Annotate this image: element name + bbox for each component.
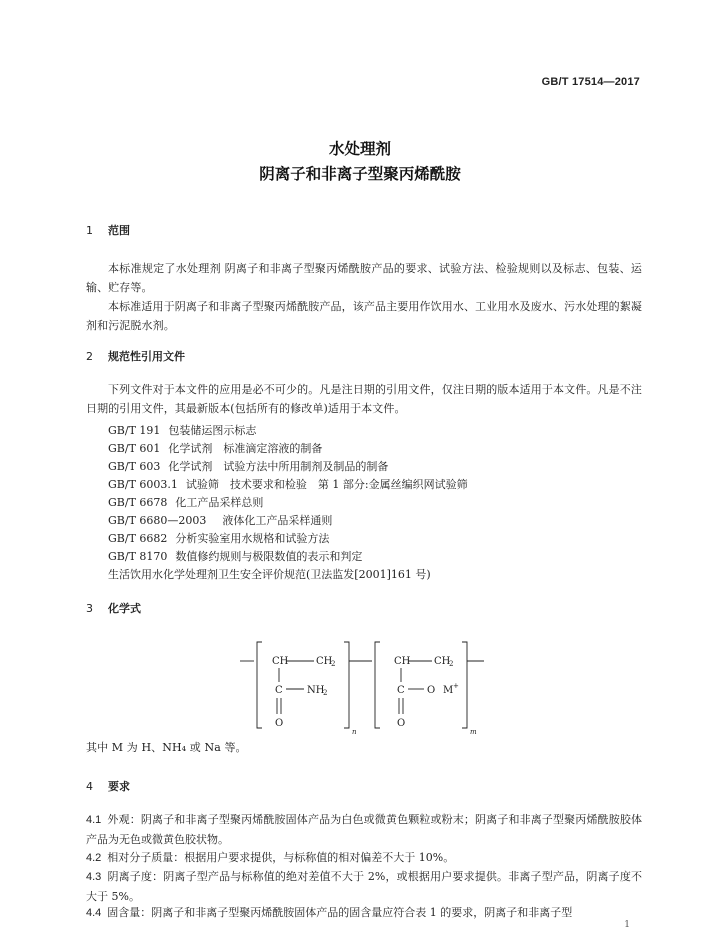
formula-atom: M	[443, 685, 454, 696]
requirement-item	[86, 903, 642, 922]
reference-code: GB/T 6003.1	[108, 478, 178, 491]
bracket-left-close	[344, 642, 349, 728]
section-number: 1	[86, 224, 93, 237]
scope-paragraph-2: 本标准适用于阴离子和非离子型聚丙烯酰胺产品，该产品主要用作饮用水、工业用水及废水、污水处理的絮凝剂和污泥脱水剂。	[86, 300, 642, 332]
requirement-number: 4.2	[86, 852, 102, 864]
formula-atom: NH	[307, 685, 325, 696]
standard-code: GB/T 17514—2017	[541, 76, 640, 88]
formula-subscript: 2	[331, 660, 336, 668]
formula-superscript: +	[453, 682, 459, 690]
requirement-text: 固含量：阴离子和非离子型聚丙烯酰胺固体产品的固含量应符合表 1 的要求，阴离子和非离子型	[107, 906, 573, 919]
reference-title: 分析实验室用水规格和试验方法	[175, 532, 330, 545]
formula-subscript-n: n	[352, 728, 357, 736]
formula-atom: CH	[272, 656, 289, 667]
reference-code: GB/T 191	[108, 424, 161, 437]
section-title: 化学式	[108, 602, 141, 615]
requirement-item	[86, 867, 642, 906]
section-title: 范围	[108, 224, 130, 237]
reference-title: 化学试剂 试验方法中所用制剂及制品的制备	[168, 460, 389, 473]
formula-atom: O	[275, 718, 284, 729]
title-line-2: 阴离子和非离子型聚丙烯酰胺	[259, 165, 461, 183]
requirement-number: 4.4	[86, 907, 102, 919]
requirement-text: 阴离子度：阴离子型产品与标称值的绝对差值不大于 2%，或根据用户要求提供。非离子型产品，阴离子度不大于 5%。	[86, 870, 642, 903]
reference-title: 包装储运图示标志	[168, 424, 257, 437]
reference-code: GB/T 6682	[108, 532, 168, 545]
reference-code: GB/T 601	[108, 442, 161, 455]
reference-item	[108, 458, 388, 474]
requirement-item	[86, 848, 642, 868]
formula-subscript-m: m	[470, 728, 477, 736]
requirement-text: 相对分子质量：根据用户要求提供，与标称值的相对偏差不大于 10%。	[107, 851, 455, 864]
reference-title: 试验筛 技术要求和检验 第 1 部分:金属丝编织网试验筛	[185, 478, 468, 491]
reference-title: 液体化工产品采样通则	[222, 514, 333, 527]
reference-title: 化工产品采样总则	[175, 496, 264, 509]
section-title: 要求	[108, 780, 130, 793]
bracket-right-open	[375, 642, 380, 728]
section-title: 规范性引用文件	[108, 350, 185, 363]
reference-item	[108, 548, 362, 564]
reference-item	[108, 512, 332, 528]
reference-title: 数值修约规则与极限数值的表示和判定	[175, 550, 363, 563]
page-number: 1	[624, 920, 630, 930]
reference-code: GB/T 6678	[108, 496, 168, 509]
reference-code: GB/T 603	[108, 460, 161, 473]
reference-title: 化学试剂 标准滴定溶液的制备	[168, 442, 323, 455]
title-line-1: 水处理剂	[328, 140, 391, 158]
chemical-formula	[240, 636, 500, 746]
reference-item	[108, 422, 256, 438]
requirement-text: 外观：阴离子和非离子型聚丙烯酰胺固体产品为白色或微黄色颗粒或粉末；阴离子和非离子型聚丙烯酰胺胶体产品为无色或微黄色胶状物。	[86, 813, 642, 846]
section-1-heading	[86, 222, 130, 238]
section-4-heading	[86, 778, 130, 794]
structural-formula-svg	[240, 636, 500, 746]
section-number: 3	[86, 602, 93, 615]
reference-item	[108, 494, 263, 510]
formula-atom: O	[397, 718, 406, 729]
formula-atom: CH	[434, 656, 451, 667]
requirement-number: 4.3	[86, 871, 102, 883]
formula-atom: CH	[316, 656, 333, 667]
formula-atom: C	[275, 685, 283, 696]
bracket-left-open	[257, 642, 262, 728]
reference-item	[108, 440, 322, 456]
formula-atom: O	[427, 685, 436, 696]
reference-item	[108, 530, 329, 546]
section-number: 4	[86, 780, 93, 793]
formula-atom: C	[397, 685, 405, 696]
formula-atom: CH	[394, 656, 411, 667]
reference-item	[108, 476, 468, 492]
requirement-item	[86, 810, 642, 849]
section-number: 2	[86, 350, 93, 363]
normative-intro: 下列文件对于本文件的应用是必不可少的。凡是注日期的引用文件，仅注日期的版本适用于本文件。凡是不注日期的引用文件，其最新版本(包括所有的修改单)适用于本文件。	[86, 383, 642, 415]
bracket-right-close	[462, 642, 467, 728]
formula-subscript: 2	[449, 660, 454, 668]
formula-subscript: 2	[323, 689, 328, 697]
reference-item-hygiene: 生活饮用水化学处理剂卫生安全评价规范(卫法监发[2001]161 号)	[108, 568, 431, 581]
section-3-heading	[86, 600, 141, 616]
requirement-number: 4.1	[86, 814, 102, 826]
reference-code: GB/T 8170	[108, 550, 168, 563]
reference-code: GB/T 6680—2003	[108, 514, 207, 527]
formula-note: 其中 M 为 H、NH₄ 或 Na 等。	[86, 741, 247, 754]
scope-paragraph-1: 本标准规定了水处理剂 阴离子和非离子型聚丙烯酰胺产品的要求、试验方法、检验规则以及标志、包装、运输、贮存等。	[86, 262, 642, 294]
section-2-heading	[86, 348, 185, 364]
